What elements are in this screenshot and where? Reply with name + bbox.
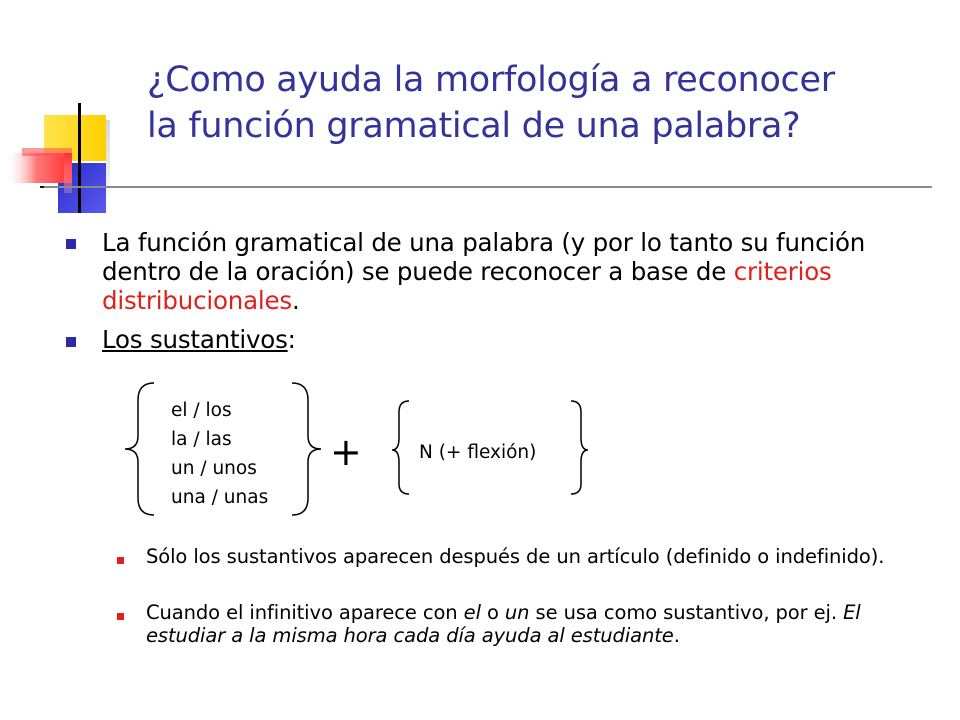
infinitivo-text-2: o bbox=[480, 601, 505, 624]
left-brace-icon bbox=[125, 383, 154, 515]
infinitivo-text-1: Cuando el infinitivo aparece con bbox=[146, 601, 464, 624]
bullet-1-period: . bbox=[291, 286, 300, 315]
bullet-marker bbox=[66, 239, 76, 249]
infinitivo-example: El estudiar a la misma hora cada día ayuda al estudiante bbox=[146, 601, 861, 647]
page-title bbox=[147, 60, 835, 146]
article-la-las: la / las bbox=[171, 429, 232, 450]
title-line-2: la función gramatical de una palabra? bbox=[147, 106, 801, 146]
plus-sign: + bbox=[330, 430, 362, 474]
bullet-marker bbox=[66, 337, 76, 347]
bullet-text-distribucionales bbox=[102, 228, 932, 315]
left-bracket-icon bbox=[392, 401, 409, 494]
sustantivos-heading: Los sustantivos bbox=[102, 325, 288, 354]
sub-bullet-marker bbox=[117, 613, 124, 620]
highlight-criterios: criterios distribucionales bbox=[102, 257, 832, 315]
infinitivo-text-3: se usa como sustantivo, por ej. bbox=[529, 601, 844, 624]
right-bracket-icon bbox=[571, 401, 588, 494]
article-el-los: el / los bbox=[171, 400, 232, 421]
infinitivo-un: un bbox=[504, 601, 530, 624]
sustantivos-colon: : bbox=[287, 325, 296, 354]
article-un-unos: un / unos bbox=[171, 458, 257, 479]
infinitivo-end: . bbox=[673, 623, 680, 647]
title-separator bbox=[44, 186, 932, 188]
noun-flexion: N (+ flexión) bbox=[419, 442, 537, 463]
infinitivo-el: el bbox=[463, 601, 481, 624]
sub-bullet-marker bbox=[117, 557, 124, 564]
decorative-logo bbox=[0, 0, 140, 230]
sub-bullet-articulo: Sólo los sustantivos aparecen después de un artículo (definido o indefinido). bbox=[146, 545, 885, 568]
title-line-1: ¿Como ayuda la morfología a reconocer bbox=[147, 60, 835, 100]
bullet-text-sustantivos bbox=[102, 325, 932, 354]
article-una-unas: una / unas bbox=[171, 487, 269, 508]
right-brace-icon bbox=[292, 383, 321, 515]
sub-bullet-infinitivo bbox=[146, 602, 926, 647]
bullet-1-text: La función gramatical de una palabra (y por lo tanto su función dentro de la oración) se puede reconocer a base de bbox=[102, 228, 866, 286]
